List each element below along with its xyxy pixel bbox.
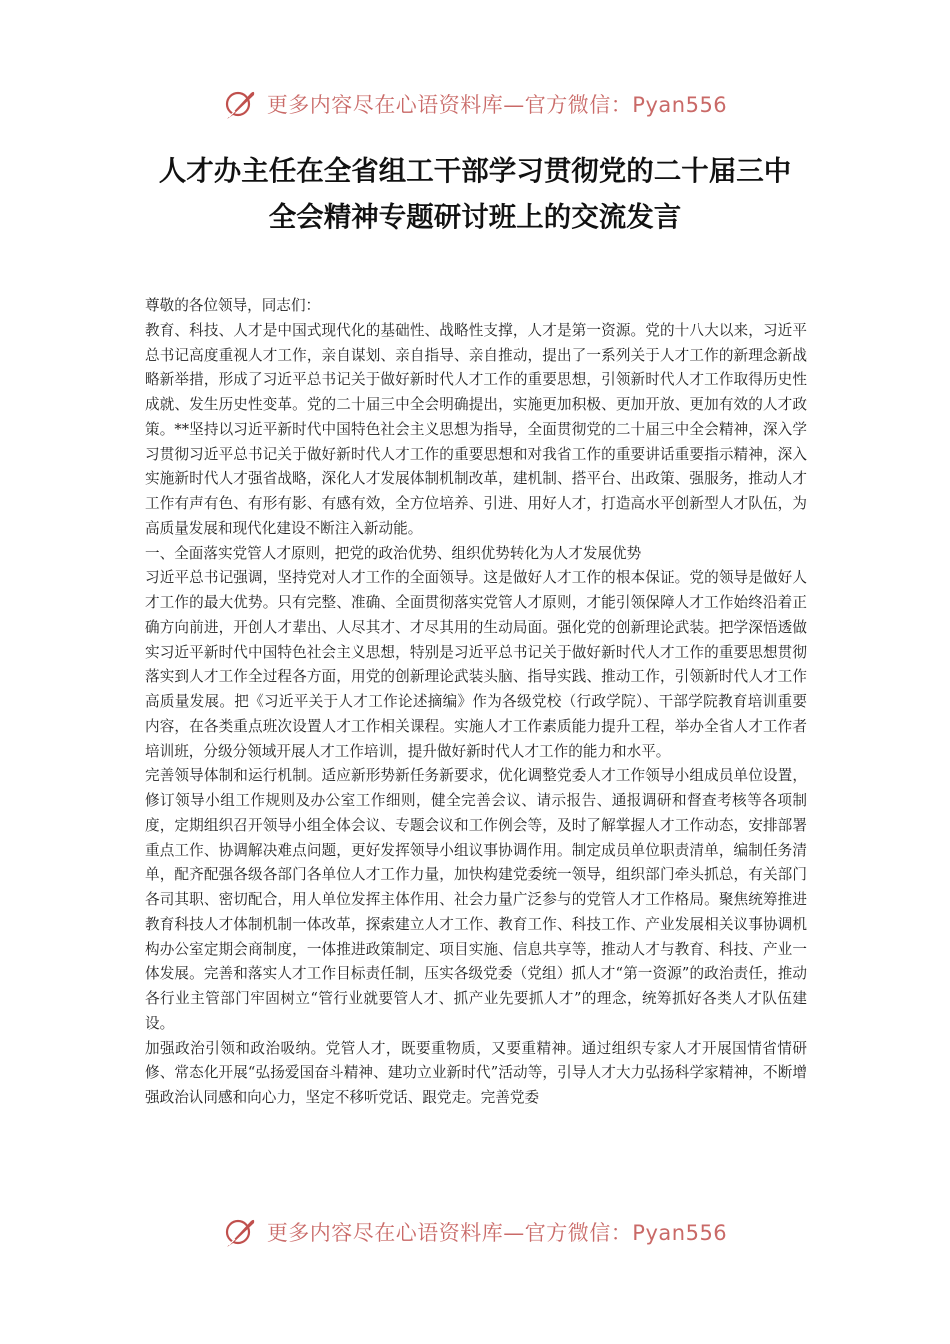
paragraph-intro: 教育、科技、人才是中国式现代化的基础性、战略性支撑，人才是第一资源。党的十八大以来，习近平总书记高度重视人才工作，亲自谋划、亲自指导、亲自推动，提出了一系列关于人才工作的新理念新战略新举措，形成了习近平总书记关于做好新时代人才工作的重要思想，引领新时代人才工作取得历史性成就、发生历史性变革。党的二十届三中全会明确提出，实施更加积极、更加开放、更加有效的人才政策。**坚持以习近平新时代中国特色社会主义思想为指导，全面贯彻党的二十届三中全会精神，深入学习贯彻习近平总书记关于做好新时代人才工作的重要思想和对我省工作的重要讲话重要指示精神，深入实施新时代人才强省战略，深化人才发展体制机制改革，建机制、搭平台、出政策、强服务，推动人才工作有声有色、有形有影、有感有效，全方位培养、引进、用好人才，打造高水平创新型人才队伍，为高质量发展和现代化建设不断注入新动能。 bbox=[145, 321, 807, 537]
section-heading-1: 一、全面落实党管人才原则，把党的政治优势、组织优势转化为人才发展优势 bbox=[145, 544, 642, 562]
paragraph-leadership-mechanism: 完善领导体制和运行机制。适应新形势新任务新要求，优化调整党委人才工作领导小组成员单位设置，修订领导小组工作规则及办公室工作细则，健全完善会议、请示报告、通报调研和督查考核等各项制度，定期组织召开领导小组全体会议、专题会议和工作例会等，及时了解掌握人才工作动态，安排部署重点工作、协调解决难点问题，更好发挥领导小组议事协调作用。制定成员单位职责清单，编制任务清单，配齐配强各级各部门各单位人才工作力量，加快构建党委统一领导，组织部门牵头抓总，有关部门各司其职、密切配合，用人单位发挥主体作用、社会力量广泛参与的党管人才工作格局。聚焦统筹推进教育科技人才体制机制一体改革，探索建立人才工作、教育工作、科技工作、产业发展相关议事协调机构办公室定期会商制度，一体推进政策制定、项目实施、信息共享等，推动人才与教育、科技、产业一体发展。完善和落实人才工作目标责任制，压实各级党委（党组）抓人才“第一资源”的政治责任，推动各行业主管部门牢固树立“管行业就要管人才、抓产业先要抓人才”的理念，统筹抓好各类人才队伍建设。 bbox=[145, 767, 807, 1032]
title-line-2: 全会精神专题研讨班上的交流发言 bbox=[268, 201, 682, 233]
document-title bbox=[90, 148, 860, 240]
quill-pen-logo-icon bbox=[223, 1215, 257, 1249]
document-body bbox=[145, 294, 807, 1111]
watermark-footer bbox=[0, 1210, 950, 1254]
title-line-1: 人才办主任在全省组工干部学习贯彻党的二十届三中 bbox=[158, 155, 792, 187]
paragraph-political-guidance: 加强政治引领和政治吸纳。党管人才，既要重物质，又要重精神。通过组织专家人才开展国情省情研修、常态化开展“弘扬爱国奋斗精神、建功立业新时代”活动等，引导人才大力弘扬科学家精神，不断增强政治认同感和向心力，坚定不移听党话、跟党走。完善党委 bbox=[145, 1039, 807, 1106]
salutation: 尊敬的各位领导，同志们： bbox=[145, 297, 321, 314]
watermark-header bbox=[0, 82, 950, 126]
watermark-text: 更多内容尽在心语资料库—官方微信：Pyan556 bbox=[266, 93, 728, 117]
quill-pen-logo-icon bbox=[223, 87, 257, 121]
watermark-text: 更多内容尽在心语资料库—官方微信：Pyan556 bbox=[266, 1221, 728, 1245]
paragraph-party-leadership: 习近平总书记强调，坚持党对人才工作的全面领导。这是做好人才工作的根本保证。党的领导是做好人才工作的最大优势。只有完整、准确、全面贯彻落实党管人才原则，才能引领保障人才工作始终沿着正确方向前进，开创人才辈出、人尽其才、才尽其用的生动局面。强化党的创新理论武装。把学深悟透做实习近平新时代中国特色社会主义思想，特别是习近平总书记关于做好新时代人才工作的重要思想贯彻落实到人才工作全过程各方面，用党的创新理论武装头脑、指导实践、推动工作，引领新时代人才工作高质量发展。把《习近平关于人才工作论述摘编》作为各级党校（行政学院）、干部学院教育培训重要内容，在各类重点班次设置人才工作相关课程。实施人才工作素质能力提升工程，举办全省人才工作者培训班，分级分领域开展人才工作培训，提升做好新时代人才工作的能力和水平。 bbox=[145, 569, 807, 760]
